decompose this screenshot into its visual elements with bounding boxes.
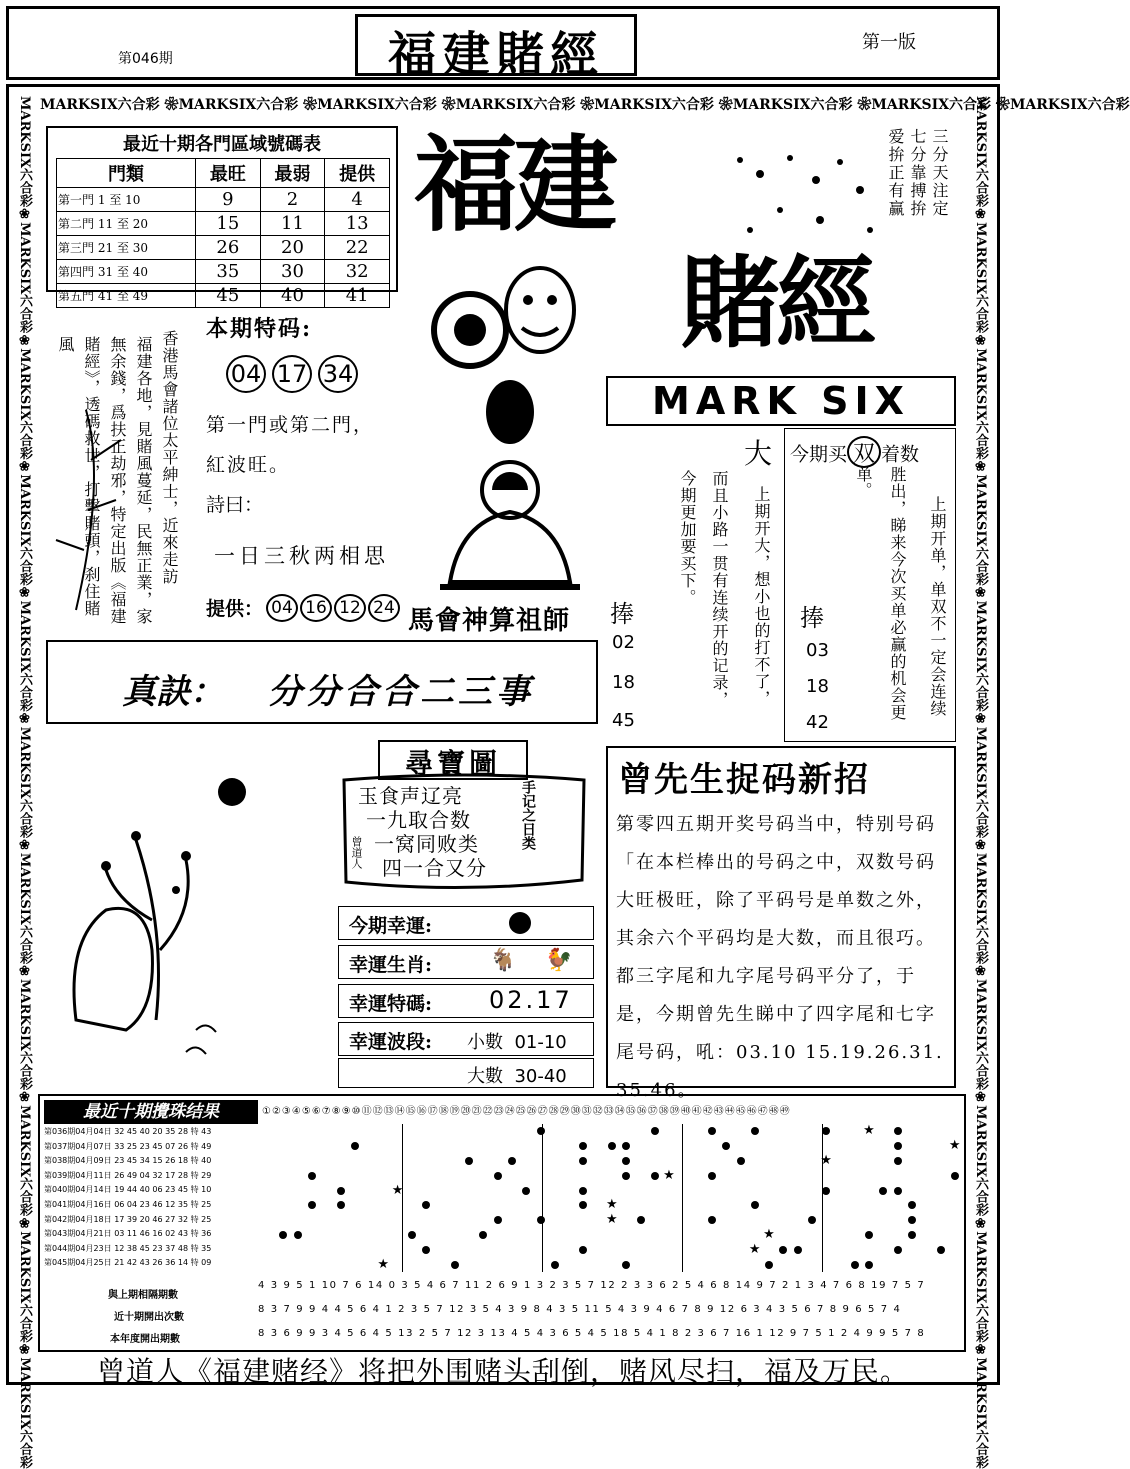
door-min: 40 bbox=[260, 284, 325, 308]
treasure-line-4: 四一合又分 bbox=[382, 856, 487, 880]
history-dot bbox=[737, 1157, 745, 1165]
big-col-1: 上期开大，想小也的打不了， bbox=[752, 486, 771, 707]
door-give: 4 bbox=[325, 188, 390, 212]
col-header-min: 最弱 bbox=[260, 159, 325, 188]
history-dot bbox=[951, 1172, 959, 1180]
history-dot bbox=[579, 1157, 587, 1165]
history-dot bbox=[622, 1261, 630, 1269]
history-row: 第045期04月25日 21 42 43 26 36 14 特 09 bbox=[44, 1258, 212, 1268]
special-text-1: 第一門或第二門， bbox=[206, 414, 375, 436]
door-give: 41 bbox=[325, 284, 390, 308]
logo-title-line1: 福建 bbox=[414, 123, 615, 246]
big-col-3: 今期更加要买下。 bbox=[678, 470, 697, 606]
history-dot bbox=[708, 1216, 716, 1224]
history-title: 最近十期攪珠结果 bbox=[44, 1100, 258, 1124]
lucky-value: 小數 01-10 bbox=[467, 1032, 567, 1053]
history-row: 第044期04月23日 12 38 45 23 37 48 特 35 bbox=[44, 1243, 212, 1253]
border-strip-left: MARKSIX六合彩❀MARKSIX六合彩❀MARKSIX六合彩❀MARKSIX六合彩❀MARKSIX六合彩❀MARKSIX六合彩❀MARKSIX六合彩❀MARKSIX六合彩❀MARKSIX六合彩❀MARKSIX六合彩❀MARKSIX六合彩 bbox=[17, 96, 32, 1469]
col-header-give: 提供 bbox=[325, 159, 390, 188]
grid-divider bbox=[542, 1124, 543, 1272]
treasure-line-2: 一九取合数 bbox=[366, 808, 471, 832]
history-special-star: ★ bbox=[820, 1153, 832, 1168]
history-dot bbox=[608, 1142, 616, 1150]
special-number: 34 bbox=[318, 355, 358, 393]
header-title: 福建賭經 bbox=[387, 27, 604, 83]
history-dot bbox=[894, 1142, 902, 1150]
history-number-header: ①②③④⑤⑥⑦⑧⑨⑩⑪⑫⑬⑭⑮⑯⑰⑱⑲⑳㉑㉒㉓㉔㉕㉖㉗㉘㉙㉚㉛㉜㉝㉞㉟㊱㊲㊳㊴㊵㊶㊷㊸㊹㊺㊻㊼㊽㊾ bbox=[262, 1106, 791, 1117]
history-dot bbox=[722, 1142, 730, 1150]
history-special-star: ★ bbox=[663, 1167, 675, 1183]
history-dot bbox=[451, 1261, 459, 1269]
footer-slogan: 曾道人《福建赌经》将把外围赌头刮倒，赌风尽扫，福及万民。 bbox=[96, 1355, 909, 1388]
logo-side-col-2: 七分靠搏拚 bbox=[908, 128, 927, 218]
intro-col-2: 賭經》，透碼救世，打擊賭頭，刹住賭 bbox=[82, 336, 101, 617]
history-dot bbox=[351, 1142, 359, 1150]
history-special-star: ★ bbox=[606, 1212, 618, 1228]
history-dot bbox=[508, 1157, 516, 1165]
provide-label: 提供： bbox=[206, 598, 264, 620]
lucky-row bbox=[338, 984, 594, 1018]
double-peng-2: 18 bbox=[806, 676, 829, 697]
history-rows bbox=[44, 1126, 258, 1272]
stat-label: 與上期相隔期數 bbox=[108, 1290, 178, 1301]
lucky-row bbox=[338, 1058, 594, 1088]
history-row: 第037期04月07日 33 25 23 45 07 26 特 49 bbox=[44, 1141, 212, 1151]
history-dot bbox=[337, 1187, 345, 1195]
zeng-body: 第零四五期开奖号码当中，特别号码「在本栏棒出的号码之中，双数号码大旺极旺，除了平码号是单数之外，其余六个平码均是大数，而且很巧。都三字尾和九字尾号码平分了，于是，今期曾先生睇中了四字尾和七字尾号码，吼：03.10 15.19.26.31.35.46。 bbox=[616, 814, 944, 1101]
history-dot bbox=[422, 1201, 430, 1209]
double-heading: 今期买 双 着数 bbox=[790, 436, 919, 468]
history-dot bbox=[908, 1216, 916, 1224]
poem-label: 詩曰： bbox=[206, 494, 264, 516]
lucky-row bbox=[338, 945, 594, 979]
door-max: 35 bbox=[196, 260, 261, 284]
lucky-value: 大數 30-40 bbox=[467, 1066, 567, 1087]
history-special-star: ★ bbox=[948, 1138, 961, 1154]
history-dot bbox=[879, 1187, 887, 1195]
big-heading: 大 bbox=[744, 437, 773, 470]
history-dot bbox=[337, 1201, 345, 1209]
history-dot bbox=[308, 1172, 316, 1180]
logo-title-line2: 賭經 bbox=[680, 244, 872, 362]
door-max: 15 bbox=[196, 212, 261, 236]
history-dot bbox=[522, 1187, 530, 1195]
history-dot bbox=[779, 1246, 787, 1254]
col-header-type: 門類 bbox=[57, 159, 196, 188]
grid-divider bbox=[682, 1124, 683, 1272]
history-dot bbox=[822, 1187, 830, 1195]
history-dot bbox=[708, 1172, 716, 1180]
history-dot bbox=[465, 1157, 473, 1165]
lucky-label: 幸運特碼: bbox=[349, 993, 433, 1015]
intro-col-5: 香港馬會諸位太平紳士，近來走訪 bbox=[160, 330, 179, 585]
master-name: 馬會神算祖師 bbox=[408, 606, 571, 636]
stat-row: 4 3 9 5 1 10 7 6 14 0 3 5 4 6 7 11 2 6 9 1 3 2 3 5 7 12 2 3 3 6 2 5 4 6 8 14 9 7 2 1 3 4 7 6 8 19 7 5 7 bbox=[258, 1280, 926, 1291]
door-give: 13 bbox=[325, 212, 390, 236]
double-col-1: 上期开单，单双不一定会连续 bbox=[928, 496, 947, 717]
border-strip-top: MARKSIX六合彩 ❀MARKSIX六合彩 ❀MARKSIX六合彩 ❀MARKSIX六合彩 ❀MARKSIX六合彩 ❀MARKSIX六合彩 ❀MARKSIX六合彩 ❀MARKSIX六合彩 bbox=[40, 97, 1130, 113]
lucky-label: 今期幸運: bbox=[349, 915, 433, 937]
stat-row: 8 3 6 9 9 3 4 5 6 4 5 13 2 5 7 12 3 13 4 5 4 3 6 5 4 5 18 5 4 1 8 2 3 6 7 16 1 12 9 7 5 1 2 4 9 9 5 7 8 bbox=[258, 1328, 926, 1339]
history-dot bbox=[579, 1201, 587, 1209]
door-row-label: 第三門 21 至 30 bbox=[57, 236, 196, 260]
history-row: 第043期04月21日 03 11 46 16 02 43 特 36 bbox=[44, 1229, 212, 1239]
history-dot bbox=[622, 1142, 630, 1150]
big-peng-label: 捧 bbox=[610, 600, 634, 628]
history-special-star: ★ bbox=[377, 1256, 390, 1272]
door-row-label: 第二門 11 至 20 bbox=[57, 212, 196, 236]
history-dot bbox=[894, 1187, 902, 1195]
lucky-label: 幸運生肖: bbox=[349, 954, 433, 976]
logo-side-col-3: 爱拚正有赢 bbox=[886, 128, 905, 218]
big-peng-1: 02 bbox=[612, 632, 635, 653]
history-dot bbox=[908, 1231, 916, 1239]
history-special-star: ★ bbox=[391, 1182, 404, 1198]
door-table-title: 最近十期各門區域號碼表 bbox=[123, 134, 321, 155]
history-dot bbox=[494, 1216, 502, 1224]
door-min: 2 bbox=[260, 188, 325, 212]
history-row: 第040期04月14日 19 44 40 06 23 45 特 10 bbox=[44, 1185, 212, 1195]
door-row-label: 第四門 31 至 40 bbox=[57, 260, 196, 284]
history-special-star: ★ bbox=[863, 1123, 875, 1139]
history-row: 第042期04月18日 17 39 20 46 27 32 特 25 bbox=[44, 1214, 212, 1224]
zhenjue-label: 真訣： bbox=[122, 672, 224, 712]
treasure-line-3: 一窝同败类 bbox=[374, 832, 479, 856]
history-dot bbox=[865, 1261, 873, 1269]
door-max: 9 bbox=[196, 188, 261, 212]
provide-number: 24 bbox=[368, 594, 400, 622]
treasure-title: 尋寶圖 bbox=[404, 747, 501, 780]
double-peng-1: 03 bbox=[806, 640, 829, 661]
big-peng-2: 18 bbox=[612, 672, 635, 693]
history-dot bbox=[622, 1157, 630, 1165]
history-dot bbox=[579, 1187, 587, 1195]
history-dot bbox=[851, 1261, 859, 1269]
history-dot bbox=[537, 1127, 545, 1135]
treasure-side-b: 曾道人 bbox=[350, 836, 363, 869]
goat-icon: 🐐 bbox=[489, 948, 517, 973]
logo-side-col-1: 三分天注定 bbox=[930, 128, 949, 218]
special-number: 17 bbox=[272, 355, 312, 393]
lucky-row bbox=[338, 906, 594, 940]
rooster-icon: 🐓 bbox=[545, 948, 573, 973]
history-dot bbox=[294, 1231, 302, 1239]
provide-number: 16 bbox=[300, 594, 332, 622]
door-min: 20 bbox=[260, 236, 325, 260]
history-dot bbox=[479, 1231, 487, 1239]
big-col-2: 而且小路一贯有连续开的记录， bbox=[710, 470, 729, 708]
history-dot bbox=[551, 1261, 559, 1269]
grid-divider bbox=[822, 1124, 823, 1272]
history-dot bbox=[651, 1172, 659, 1180]
history-row: 第038期04月09日 23 45 34 15 26 18 特 40 bbox=[44, 1156, 212, 1166]
lucky-value: 02.17 bbox=[489, 986, 573, 1014]
history-dot bbox=[651, 1127, 659, 1135]
provide-number: 04 bbox=[266, 594, 298, 622]
provide-numbers bbox=[266, 594, 400, 622]
history-dot bbox=[579, 1142, 587, 1150]
special-title: 本期特码: bbox=[206, 316, 313, 342]
provide-number: 12 bbox=[334, 594, 366, 622]
door-row-label: 第一門 1 至 10 bbox=[57, 188, 196, 212]
lucky-color-dot bbox=[509, 912, 531, 934]
col-header-max: 最旺 bbox=[196, 159, 261, 188]
double-mark: 双 bbox=[847, 436, 881, 468]
history-dot bbox=[579, 1246, 587, 1254]
treasure-side-a: 手记之日类 bbox=[520, 780, 536, 850]
history-dot bbox=[765, 1261, 773, 1269]
door-give: 22 bbox=[325, 236, 390, 260]
history-dot bbox=[637, 1216, 645, 1224]
special-text-2: 紅波旺。 bbox=[206, 454, 291, 476]
history-dot bbox=[422, 1246, 430, 1254]
master-figure-illustration bbox=[420, 372, 600, 594]
history-dot bbox=[408, 1231, 416, 1239]
history-dot bbox=[708, 1127, 716, 1135]
zeng-title: 曾先生捉码新招 bbox=[618, 760, 870, 800]
treasure-line-1: 玉食声辽亮 bbox=[358, 784, 463, 808]
history-dot bbox=[808, 1216, 816, 1224]
logo-mask-illustration bbox=[410, 250, 600, 370]
history-row: 第039期04月11日 26 49 04 32 17 28 特 29 bbox=[44, 1170, 212, 1180]
stat-row: 8 3 7 9 9 4 4 5 6 4 1 2 3 5 7 12 3 5 4 3 9 8 4 3 5 11 5 4 3 9 4 6 7 8 9 12 6 3 4 3 5 6 7 8 9 6 5 7 4 bbox=[258, 1304, 902, 1315]
door-table bbox=[56, 158, 390, 308]
edition-label: 第一版 bbox=[862, 32, 916, 53]
tree-rock-illustration bbox=[56, 770, 266, 1070]
double-peng-3: 42 bbox=[806, 712, 829, 733]
grid-divider bbox=[402, 1124, 403, 1272]
door-max: 45 bbox=[196, 284, 261, 308]
marksix-banner-text: MARK SIX bbox=[652, 379, 910, 423]
special-number: 04 bbox=[226, 355, 266, 393]
history-dot bbox=[822, 1127, 830, 1135]
history-row: 第041期04月16日 06 04 23 46 12 35 特 25 bbox=[44, 1199, 212, 1209]
door-row-label: 第五門 41 至 49 bbox=[57, 284, 196, 308]
big-peng-3: 45 bbox=[612, 710, 635, 731]
history-dot-grid bbox=[262, 1124, 962, 1272]
issue-number: 第046期 bbox=[118, 51, 173, 67]
double-col-3: 单。 bbox=[854, 466, 873, 498]
border-strip-right: MARKSIX六合彩❀MARKSIX六合彩❀MARKSIX六合彩❀MARKSIX六合彩❀MARKSIX六合彩❀MARKSIX六合彩❀MARKSIX六合彩❀MARKSIX六合彩❀MARKSIX六合彩❀MARKSIX六合彩❀MARKSIX六合彩 bbox=[973, 96, 988, 1469]
poem-text: 一日三秋两相思 bbox=[214, 544, 389, 568]
door-min: 30 bbox=[260, 260, 325, 284]
history-special-star: ★ bbox=[606, 1197, 618, 1213]
lucky-label: 幸運波段: bbox=[349, 1031, 433, 1053]
history-dot bbox=[894, 1127, 902, 1135]
door-give: 32 bbox=[325, 260, 390, 284]
history-dot bbox=[865, 1231, 873, 1239]
history-special-star: ★ bbox=[748, 1241, 761, 1257]
zhenjue-text: 分分合合二三事 bbox=[268, 672, 534, 712]
lucky-row bbox=[338, 1022, 594, 1056]
history-dot bbox=[279, 1231, 287, 1239]
door-max: 26 bbox=[196, 236, 261, 260]
history-row: 第036期04月04日 32 45 40 20 35 28 特 43 bbox=[44, 1127, 212, 1136]
history-dot bbox=[622, 1172, 630, 1180]
history-dot bbox=[908, 1201, 916, 1209]
history-dot bbox=[937, 1246, 945, 1254]
intro-col-4: 福建各地，見賭風蔓延，民無正業，家 bbox=[134, 336, 153, 625]
history-dot bbox=[751, 1201, 759, 1209]
bamboo-illustration bbox=[46, 400, 146, 620]
intro-col-3: 無余錢，爲扶正劫邪，特定出版《福建 bbox=[108, 336, 127, 625]
history-dot bbox=[794, 1246, 802, 1254]
intro-col-1: 風 bbox=[56, 336, 75, 352]
history-dot bbox=[894, 1157, 902, 1165]
double-col-2: 胜出，睇来今次买单必赢的机会更 bbox=[888, 466, 907, 721]
history-dot bbox=[494, 1172, 502, 1180]
stat-label: 本年度開出期數 bbox=[110, 1334, 180, 1345]
special-numbers bbox=[226, 355, 358, 393]
history-dot bbox=[308, 1201, 316, 1209]
history-special-star: ★ bbox=[763, 1227, 775, 1242]
door-min: 11 bbox=[260, 212, 325, 236]
logo-flowers-decoration bbox=[720, 140, 890, 250]
history-dot bbox=[537, 1216, 545, 1224]
history-dot bbox=[751, 1127, 759, 1135]
history-dot bbox=[894, 1246, 902, 1254]
stat-label: 近十期開出次數 bbox=[114, 1312, 184, 1323]
double-peng-label: 捧 bbox=[800, 604, 824, 632]
